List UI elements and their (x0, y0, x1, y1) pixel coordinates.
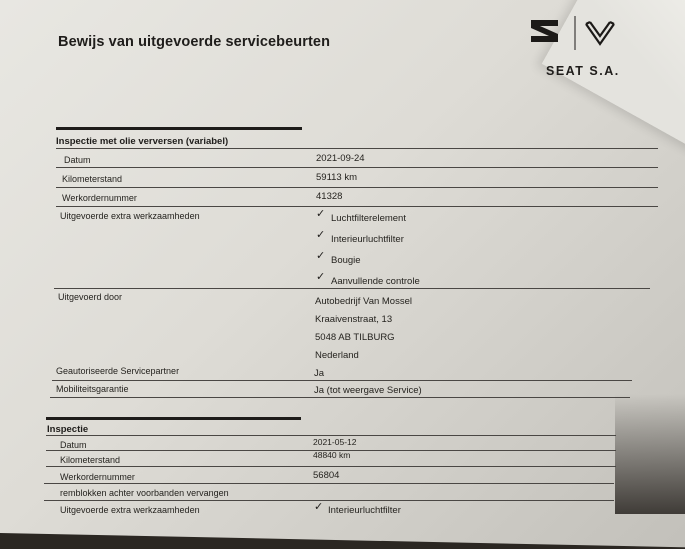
datum-label: Datum (64, 155, 91, 165)
row-divider (50, 397, 630, 398)
workshop-street: Kraaivenstraat, 13 (315, 314, 393, 325)
servicepartner-value: Ja (314, 368, 325, 379)
datum-label: Datum (60, 440, 87, 450)
extra-item: Luchtfilterelement (331, 213, 406, 224)
kilometerstand-value: 59113 km (316, 172, 358, 183)
workshop-name: Autobedrijf Van Mossel (315, 296, 412, 307)
checkmark-icon: ✓ (316, 250, 326, 262)
section-heading: Inspectie met olie verversen (variabel) (56, 136, 229, 147)
mobiliteitsgarantie-value: Ja (tot weergave Service) (314, 385, 422, 396)
row-divider (56, 148, 658, 149)
section-rule (46, 417, 301, 420)
werkordernummer-value: 56804 (313, 470, 340, 481)
row-divider (56, 167, 658, 168)
seat-logo-icon (531, 20, 558, 42)
werkordernummer-value: 41328 (316, 191, 343, 202)
row-divider (56, 206, 658, 207)
row-divider (44, 500, 614, 501)
workshop-country: Nederland (315, 350, 359, 361)
extra-item: Bougie (331, 255, 361, 266)
extra-werkzaamheden-label: Uitgevoerde extra werkzaamheden (60, 505, 200, 515)
extra-item: Interieurluchtfilter (331, 234, 404, 245)
row-divider (54, 288, 650, 289)
checkmark-icon: ✓ (316, 208, 326, 220)
werkordernummer-label: Werkordernummer (60, 472, 135, 482)
mobiliteitsgarantie-label: Mobiliteitsgarantie (56, 384, 129, 394)
extra-item: Interieurluchtfilter (328, 505, 401, 516)
row-divider (52, 380, 632, 381)
datum-value: 2021-09-24 (316, 153, 365, 164)
uitgevoerd-door-label: Uitgevoerd door (58, 292, 123, 302)
kilometerstand-label: Kilometerstand (62, 174, 123, 184)
brand-name: SEAT S.A. (546, 64, 620, 78)
kilometerstand-value: 48840 km (313, 450, 351, 460)
werkordernummer-label: Werkordernummer (62, 193, 137, 203)
cupra-logo-icon (586, 22, 614, 44)
document-title: Bewijs van uitgevoerde servicebeurten (58, 34, 331, 50)
checkmark-icon: ✓ (316, 271, 326, 283)
remark-text: remblokken achter voorbanden vervangen (60, 488, 229, 498)
datum-value: 2021-05-12 (313, 437, 357, 447)
row-divider (44, 483, 614, 484)
extra-item: Aanvullende controle (331, 276, 420, 287)
checkmark-icon: ✓ (314, 501, 324, 513)
kilometerstand-label: Kilometerstand (60, 455, 121, 465)
row-divider (46, 435, 616, 436)
row-divider (56, 187, 658, 188)
workshop-postcode: 5048 AB TILBURG (315, 332, 395, 343)
row-divider (46, 466, 616, 467)
section-rule (56, 127, 302, 130)
servicepartner-label: Geautoriseerde Servicepartner (56, 366, 180, 376)
checkmark-icon: ✓ (316, 229, 326, 241)
section-heading: Inspectie (47, 424, 89, 435)
extra-werkzaamheden-label: Uitgevoerde extra werkzaamheden (60, 211, 200, 221)
